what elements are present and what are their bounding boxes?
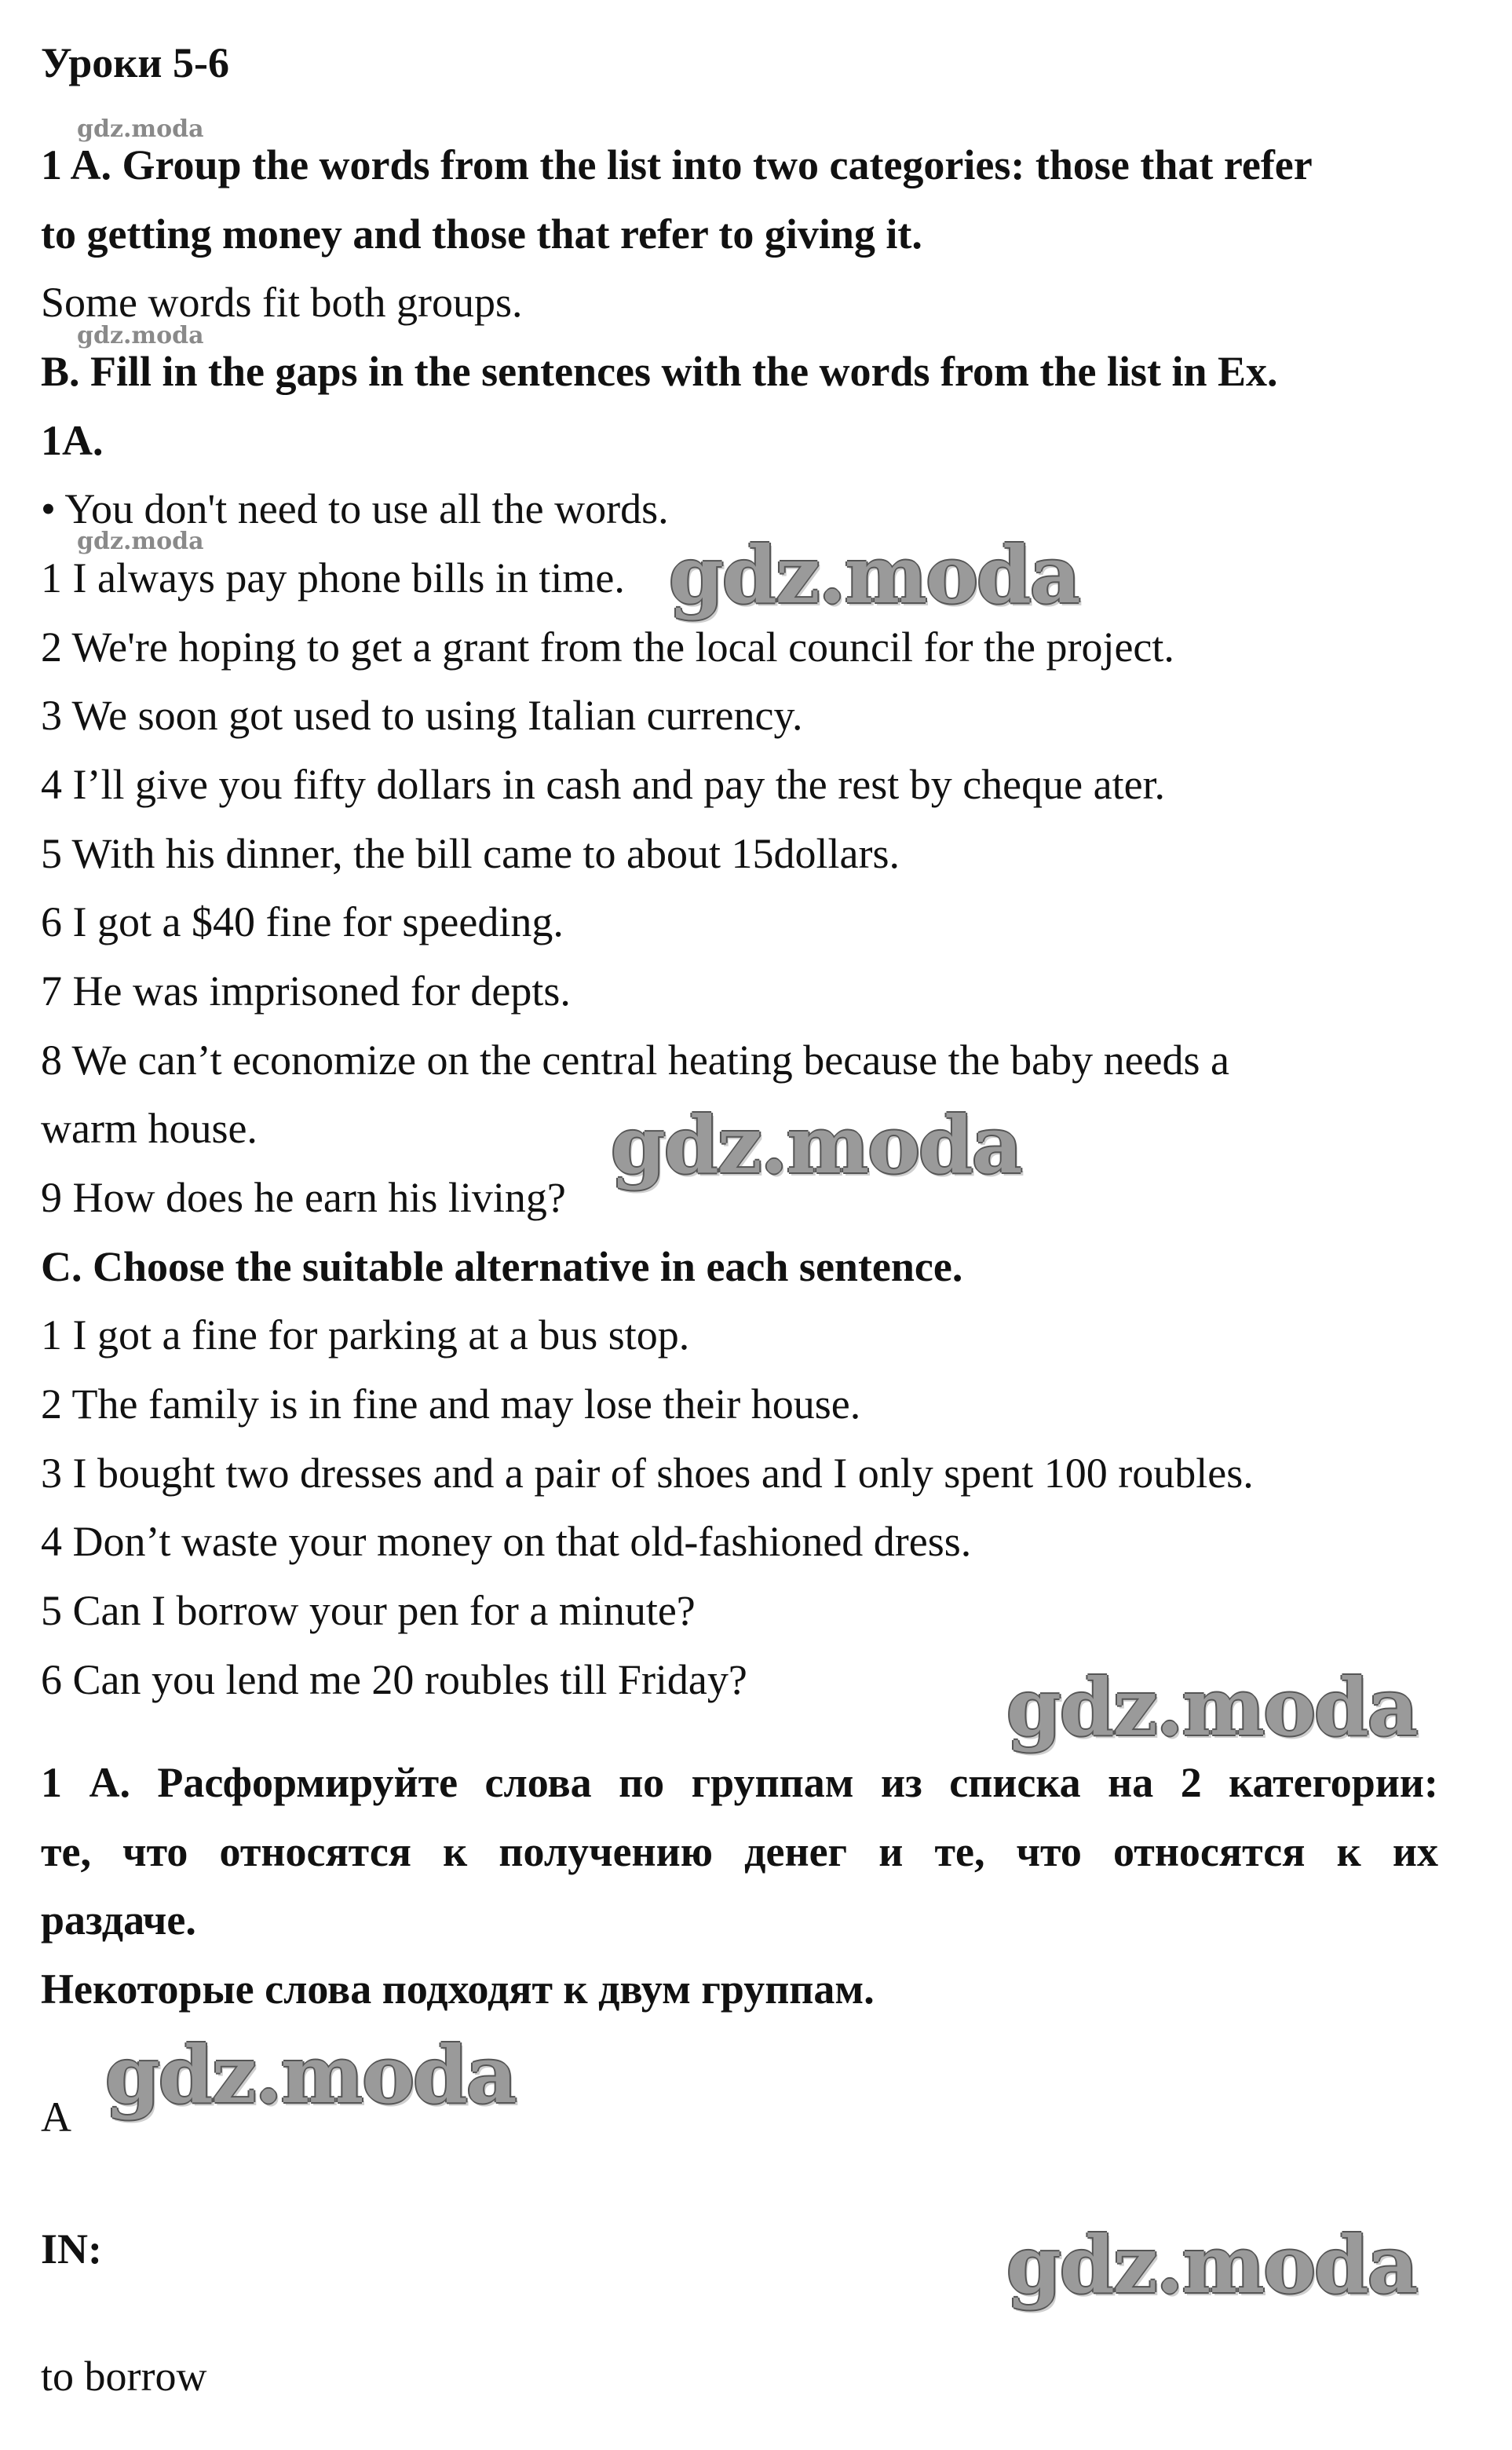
sentence-line: 6 I got a $40 fine for speeding. (41, 898, 564, 945)
watermark-large: gdz.moda (1006, 2218, 1417, 2311)
translation-heading: те, что относятся к получению денег и те, что относятся к их (41, 1828, 1438, 1875)
exercise-c-heading: C. Choose the suitable alternative in each sentence. (41, 1243, 963, 1290)
sentence-line: 2 The family is in fine and may lose their house. (41, 1380, 861, 1428)
sentence-line: 1 I always pay phone bills in time. (41, 554, 625, 602)
exercise-a-heading: to getting money and those that refer to giving it. (41, 210, 922, 258)
sentence-line: 7 He was imprisoned for depts. (41, 967, 571, 1015)
sentence-line: 9 How does he earn his living? (41, 1174, 566, 1221)
exercise-b-heading: 1A. (41, 417, 104, 464)
translation-heading: раздаче. (41, 1896, 196, 1944)
watermark-small: gdz.moda (77, 322, 204, 349)
translation-heading: 1 А. Расформируйте слова по группам из списка на 2 категории: (41, 1759, 1438, 1806)
answer-word: to borrow (41, 2353, 207, 2400)
sentence-line: 4 I’ll give you fifty dollars in cash and pay the rest by cheque ater. (41, 761, 1166, 808)
watermark-small: gdz.moda (77, 115, 204, 143)
translation-note: Некоторые слова подходят к двум группам. (41, 1965, 875, 2013)
sentence-line: 6 Can you lend me 20 roubles till Friday? (41, 1656, 747, 1703)
answer-label-in: IN: (41, 2225, 102, 2273)
exercise-b-bullet: • You don't need to use all the words. (41, 485, 669, 532)
sentence-line: 4 Don’t waste your money on that old-fashioned dress. (41, 1518, 972, 1565)
exercise-a-heading: 1 A. Group the words from the list into two categories: those that refer (41, 141, 1313, 188)
watermark-large: gdz.moda (669, 528, 1079, 621)
watermark-large: gdz.moda (611, 1099, 1021, 1191)
answer-label-a: A (41, 2093, 71, 2141)
exercise-a-note: Some words fit both groups. (41, 279, 523, 326)
watermark-small: gdz.moda (77, 528, 204, 555)
sentence-line: 3 We soon got used to using Italian currency. (41, 692, 803, 739)
sentence-line: warm house. (41, 1105, 257, 1152)
page-title: Уроки 5-6 (41, 39, 229, 86)
watermark-large: gdz.moda (105, 2028, 516, 2121)
exercise-b-heading: B. Fill in the gaps in the sentences with the words from the list in Ex. (41, 348, 1278, 395)
sentence-line: 1 I got a fine for parking at a bus stop. (41, 1311, 690, 1358)
watermark-large: gdz.moda (1006, 1661, 1417, 1753)
sentence-line: 5 With his dinner, the bill came to about 15dollars. (41, 830, 900, 877)
sentence-line: 2 We're hoping to get a grant from the local council for the project. (41, 623, 1174, 671)
sentence-line: 8 We can’t economize on the central heating because the baby needs a (41, 1037, 1230, 1084)
sentence-line: 3 I bought two dresses and a pair of shoes and I only spent 100 roubles. (41, 1450, 1254, 1497)
sentence-line: 5 Can I borrow your pen for a minute? (41, 1587, 696, 1634)
